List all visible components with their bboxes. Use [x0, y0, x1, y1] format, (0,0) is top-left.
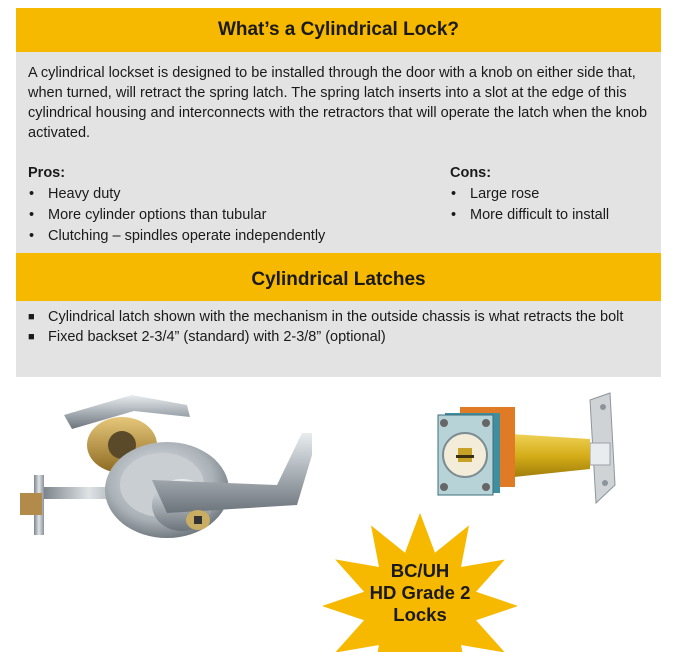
list-item: ■ Cylindrical latch shown with the mechanism in the outside chassis is what retracts the bolt [28, 309, 624, 325]
badge-line-3: Locks [393, 604, 447, 625]
list-item: • More difficult to install [451, 207, 610, 223]
latches-list [28, 307, 653, 347]
grade-badge-text [360, 560, 480, 626]
list-item: ■ Fixed backset 2-3/4” (standard) with 2-3/8” (optional) [28, 329, 386, 345]
list-item: • Heavy duty [29, 186, 121, 202]
cons-heading: Cons: [450, 165, 492, 181]
badge-line-1: BC/UH [390, 560, 450, 581]
cylindrical-latches-panel [16, 301, 661, 377]
lever-lock-image [12, 385, 317, 555]
pros-list [28, 184, 325, 247]
section-title-cylindrical-latches: Cylindrical Latches [16, 253, 661, 301]
pros-heading: Pros: [28, 165, 66, 181]
list-item: • More cylinder options than tubular [29, 207, 267, 223]
cylindrical-lock-description: A cylindrical lockset is designed to be installed through the door with a knob on either side that, when turned, will retract the spring latch. The spring latch inserts into a slot at the edge of this cylindrical housing and interconnects with the retractors that will operate the latch when the knob activated. [28, 65, 648, 141]
cons-list [450, 184, 609, 226]
list-item: • Clutching – spindles operate independently [29, 228, 326, 244]
cylindrical-lock-panel [16, 52, 661, 253]
section-title-cylindrical-lock: What’s a Cylindrical Lock? [16, 8, 661, 52]
list-item: • Large rose [451, 186, 540, 202]
badge-line-2: HD Grade 2 [369, 582, 471, 603]
